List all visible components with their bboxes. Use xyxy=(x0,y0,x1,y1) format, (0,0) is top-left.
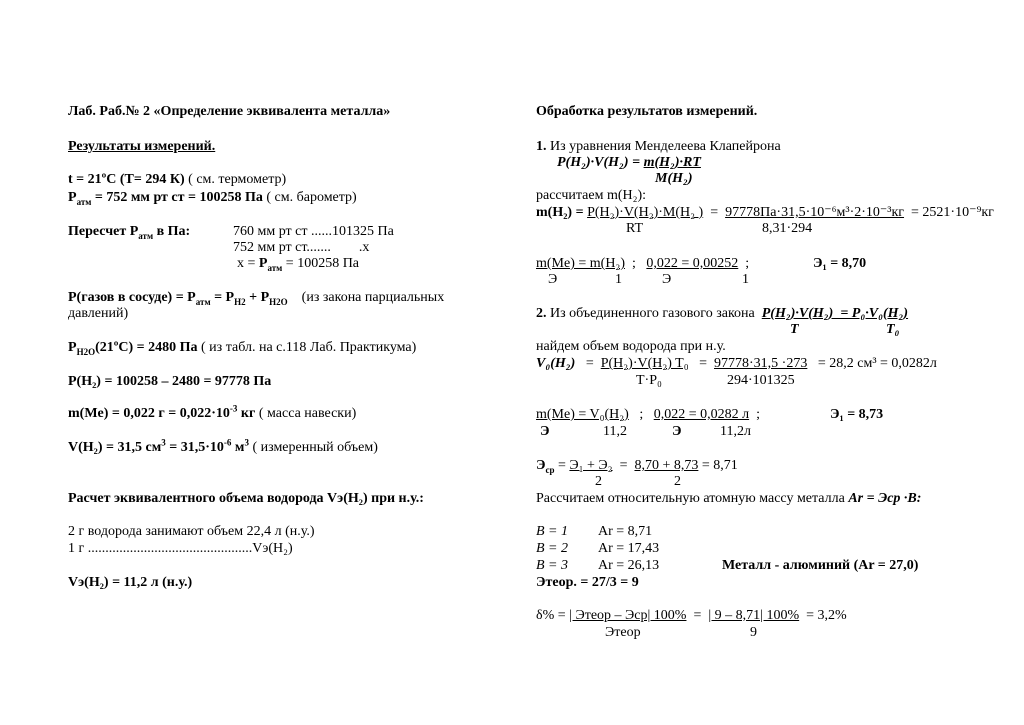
ar-2: Аr = 17,43 xyxy=(598,541,660,556)
delta-res: = 3,2% xyxy=(799,608,847,623)
avg-eq2: = xyxy=(612,458,635,473)
calc-heading: Расчет эквивалентного объема водорода Vэ(Н₂) при н.у.: xyxy=(68,491,424,506)
pgas-sub1: атм xyxy=(195,296,211,307)
mass-note: ( масса навески) xyxy=(255,406,357,421)
step2-find: найдем объем водорода при н.у. xyxy=(536,339,726,354)
step1-line xyxy=(536,139,781,155)
step2-formula: P(H₂)·V(H₂) = P₀·V₀(H₂) xyxy=(761,306,909,321)
temperature-note: ( см. термометр) xyxy=(184,172,287,187)
step1-formula xyxy=(557,155,701,171)
ph2o-line xyxy=(68,340,416,356)
mass-unit: кг xyxy=(237,406,256,421)
step1-e-den2: 1 xyxy=(615,272,622,287)
mass-line xyxy=(68,403,357,422)
step2-e-tail: ; xyxy=(749,407,760,422)
step2-volume-line xyxy=(536,356,937,372)
recalc-sub: атм xyxy=(138,230,154,241)
step2-v-num: P(H₂)·V(H₂) T₀ xyxy=(600,356,689,371)
ph2o-p: Р xyxy=(68,340,77,355)
step1-text: Из уравнения Менделеева Клапейрона xyxy=(546,139,781,154)
step2-v-den2: 294·101325 xyxy=(727,373,795,388)
ph2o-sub: H2O xyxy=(76,346,96,357)
volume-sup3: 3 xyxy=(244,437,249,448)
step2-e-sep: ; xyxy=(628,407,654,422)
results-heading: Результаты измерений. xyxy=(68,139,216,154)
theor-value: = 27/3 = 9 xyxy=(576,575,639,590)
delta-den1: Этеор xyxy=(605,625,641,640)
volume-sup1: 3 xyxy=(161,437,166,448)
volume-a: V(H₂) = 31,5 см xyxy=(68,440,162,455)
step2-e-den4: 11,2л xyxy=(720,424,751,439)
pgas-b: = Р xyxy=(210,290,235,305)
step2-den1: T xyxy=(790,322,799,337)
recalc-x: х = xyxy=(237,256,259,271)
temperature-line xyxy=(68,172,286,188)
avg-label: Э xyxy=(536,458,546,473)
step1-e-res: Э₁ = 8,70 xyxy=(813,256,867,271)
avg-sub: ср xyxy=(545,464,555,475)
pgas-sub3: H2O xyxy=(269,296,288,307)
ar-text: Рассчитаем относительную атомную массу металла xyxy=(536,491,849,506)
recalc-line-3 xyxy=(237,256,359,272)
patm-value: = 752 мм рт ст = 100258 Па xyxy=(91,190,263,205)
calc-line-1: 2 г водорода занимают объем 22,4 л (н.у.) xyxy=(68,524,315,539)
valence-2: В = 2 xyxy=(536,541,568,556)
theor-line xyxy=(536,575,639,591)
avg-num: Э₁ + Э₂ xyxy=(569,458,613,473)
ph2-line: Р(Н₂) = 100258 – 2480 = 97778 Па xyxy=(68,374,272,389)
step1-m-label: m(H₂) = xyxy=(536,205,588,220)
ar-1: Аr = 8,71 xyxy=(598,524,653,539)
theor-label: Этеор. xyxy=(536,575,577,590)
step2-v-label: V₀(H₂) xyxy=(536,356,576,371)
step1-formula-a: P(H₂)·V(H₂) = xyxy=(557,155,644,170)
avg-res: = 8,71 xyxy=(698,458,738,473)
step2-e-res: Э₁ = 8,73 xyxy=(830,407,884,422)
step2-line xyxy=(536,306,908,322)
ar-formula: Аr = Эср ·В: xyxy=(848,491,922,506)
right-title: Обработка результатов измерений. xyxy=(536,104,758,119)
step2-v-val: 97778·31,5 ·273 xyxy=(714,356,808,371)
delta-num: | Этеор – Эср| 100% xyxy=(569,608,687,623)
step2-den2: T₀ xyxy=(886,322,900,337)
step1-m-res: = 2521·10⁻⁹кг xyxy=(904,205,994,220)
volume-c: м xyxy=(231,440,245,455)
recalc-label-b: в Па: xyxy=(153,224,191,239)
valence-3: В = 3 xyxy=(536,558,568,573)
delta-den2: 9 xyxy=(750,625,757,640)
calc-result: Vэ(Н₂) = 11,2 л (н.у.) xyxy=(68,575,193,590)
step2-equiv-line xyxy=(536,407,760,423)
step1-equiv-line xyxy=(536,256,749,272)
calc-line-2: 1 г ...............................................Vэ(Н₂) xyxy=(68,541,293,556)
step1-e-tail: ; xyxy=(738,256,750,271)
step2-v-res: = 28,2 см³ = 0,0282л xyxy=(807,356,937,371)
step1-e-sep: ; xyxy=(624,256,647,271)
avg-den1: 2 xyxy=(595,474,602,489)
step1-e-den4: 1 xyxy=(742,272,749,287)
step1-e-num1: m(Me) = m(H₂) xyxy=(536,256,625,271)
ph2o-value: (21ºС) = 2480 Па xyxy=(95,340,198,355)
volume-note: ( измеренный объем) xyxy=(248,440,378,455)
ar-3: Аr = 26,13 xyxy=(598,558,660,573)
pgas-note-2: давлений) xyxy=(68,306,129,321)
temperature-value: t = 21ºС (Т= 294 К) xyxy=(68,172,185,187)
mass-value: m(Me) = 0,022 г = 0,022·10 xyxy=(68,406,230,421)
average-line xyxy=(536,458,738,474)
step1-num: 1. xyxy=(536,139,547,154)
recalc-line-1: 760 мм рт ст ......101325 Па xyxy=(233,224,394,239)
patm-symbol: Р xyxy=(68,190,77,205)
ph2o-note: ( из табл. на с.118 Лаб. Практикума) xyxy=(197,340,417,355)
step2-v-eq2: = xyxy=(688,356,715,371)
delta-line xyxy=(536,608,847,624)
pgas-line xyxy=(68,290,444,306)
patm-note: ( см. барометр) xyxy=(262,190,357,205)
step1-e-den1: Э xyxy=(548,272,558,287)
recalc-label xyxy=(68,224,190,240)
step2-e-den1: Э xyxy=(540,424,550,439)
step1-m-den1: RT xyxy=(626,221,644,236)
volume-line xyxy=(68,437,378,456)
step1-mass-line xyxy=(536,205,994,221)
step1-denom: M(H₂) xyxy=(655,171,693,186)
delta-eq: = xyxy=(686,608,709,623)
step2-e-num1: m(Me) = V₀(H₂) xyxy=(536,407,629,422)
avg-eq: = xyxy=(554,458,570,473)
patm-sub: атм xyxy=(76,196,92,207)
step1-m-val: 97778Па·31,5·10⁻⁶м³·2·10⁻³кг xyxy=(725,205,905,220)
pgas-note: (из закона парциальных xyxy=(287,290,445,305)
step1-m-num: P(H₂)·V(H₂)·M(H₂ ) xyxy=(587,205,704,220)
step1-calc-label: рассчитаем m(H₂): xyxy=(536,188,647,203)
patm-line xyxy=(68,190,357,206)
step2-e-den2: 11,2 xyxy=(603,424,627,439)
step1-m-den2: 8,31·294 xyxy=(762,221,813,236)
delta-num2: | 9 – 8,71| 100% xyxy=(708,608,800,623)
step2-v-den1: T·P₀ xyxy=(636,373,662,388)
step1-formula-b: m(H₂)·RT xyxy=(643,155,701,170)
recalc-value: = 100258 Па xyxy=(282,256,360,271)
recalc-line-2: 752 мм рт ст....... .х xyxy=(233,240,370,255)
step1-e-den3: Э xyxy=(662,272,672,287)
avg-num2: 8,70 + 8,73 xyxy=(634,458,699,473)
left-title: Лаб. Раб.№ 2 «Определение эквивалента металла» xyxy=(68,104,391,119)
step2-v-eq: = xyxy=(575,356,601,371)
avg-den2: 2 xyxy=(674,474,681,489)
step2-text: Из объединенного газового закона xyxy=(546,306,762,321)
step2-e-num2: 0,022 = 0,0282 л xyxy=(653,407,750,422)
volume-sup2: -6 xyxy=(223,437,232,448)
pgas-sub2: H2 xyxy=(234,296,246,307)
recalc-p: Р xyxy=(258,256,268,271)
delta-label: δ% = xyxy=(536,608,570,623)
recalc-p-sub: атм xyxy=(267,262,283,273)
valence-1: В = 1 xyxy=(536,524,568,539)
recalc-label-a: Пересчет Р xyxy=(68,224,139,239)
metal-result: Металл - алюминий (Аr = 27,0) xyxy=(722,558,919,573)
mass-sup: -3 xyxy=(229,403,238,414)
volume-b: = 31,5·10 xyxy=(165,440,224,455)
pgas-a: Р(газов в сосуде) = Р xyxy=(68,290,196,305)
step1-m-eq: = xyxy=(703,205,726,220)
pgas-c: + Р xyxy=(245,290,270,305)
step2-e-den3: Э xyxy=(672,424,682,439)
step1-e-num2: 0,022 = 0,00252 xyxy=(646,256,739,271)
step2-num: 2. xyxy=(536,306,547,321)
ar-line xyxy=(536,491,921,507)
